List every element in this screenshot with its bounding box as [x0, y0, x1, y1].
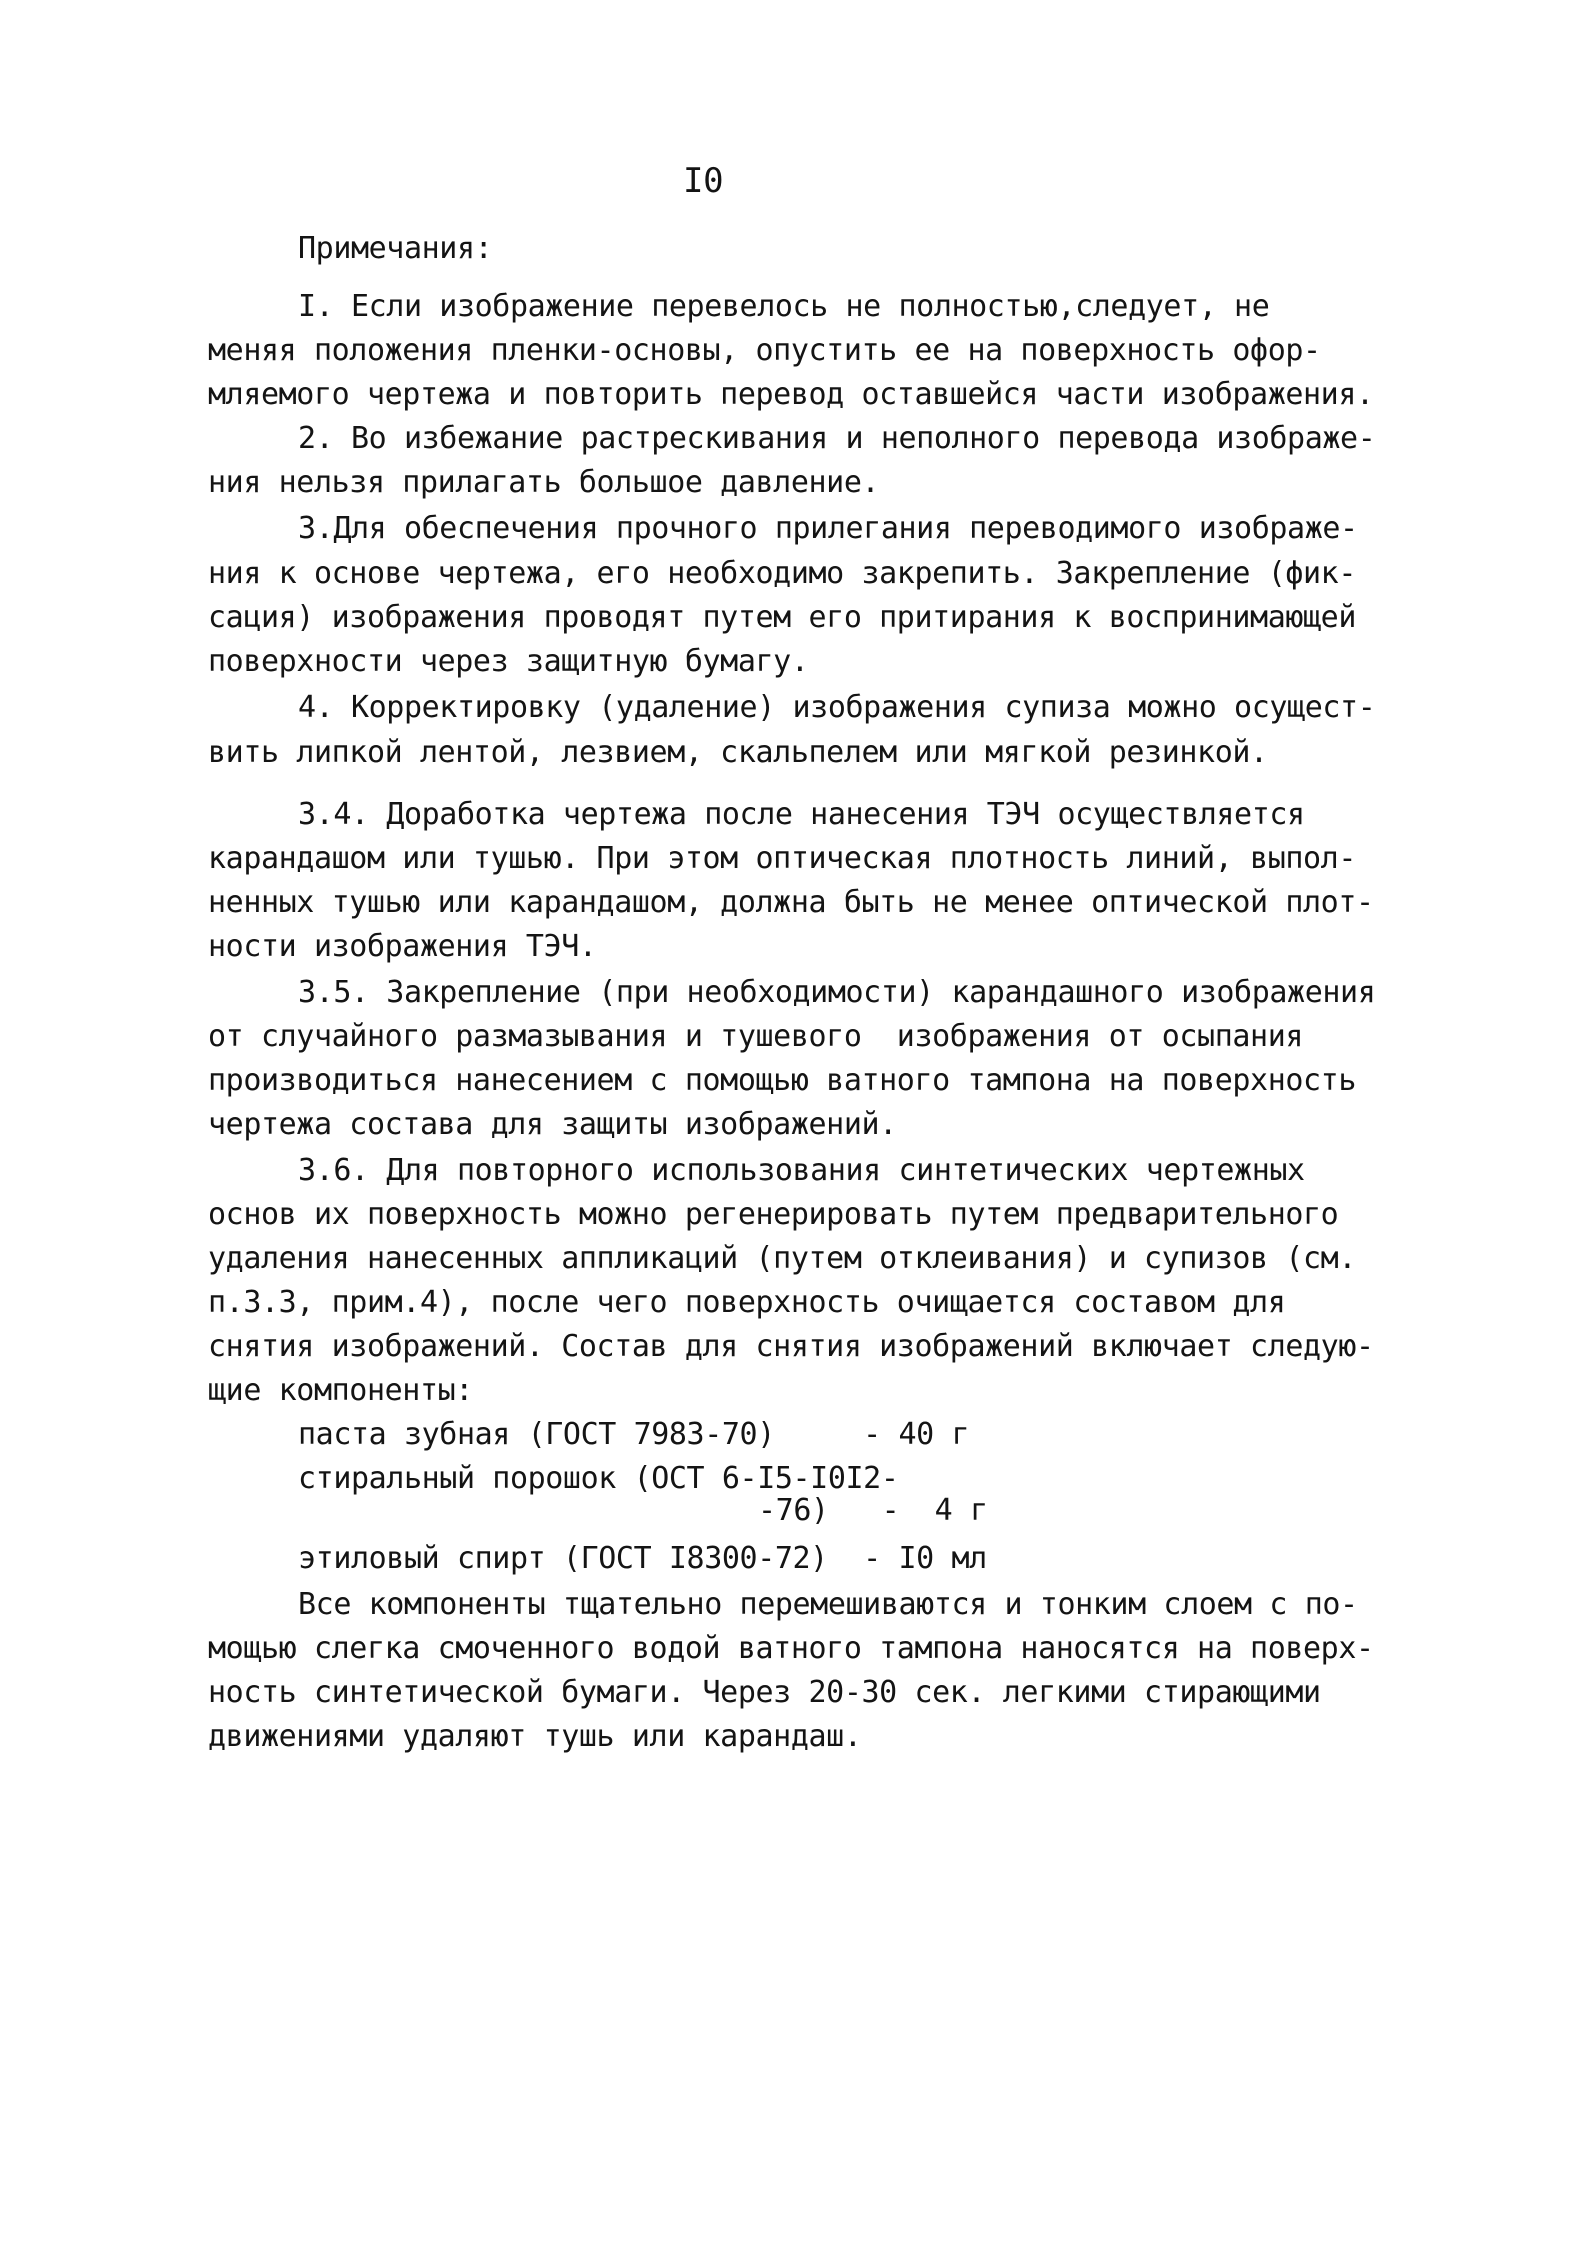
note-3-line-4: поверхности через защитную бумагу.: [208, 644, 809, 679]
final-paragraph-line-2: мощью слегка смоченного водой ватного тампона наносятся на поверх-: [208, 1631, 1374, 1666]
component-washing-powder: стиральный порошок (ОСТ 6-I5-I0I2-: [298, 1461, 899, 1496]
note-2-line-2: ния нельзя прилагать большое давление.: [208, 465, 880, 500]
final-paragraph-line-4: движениями удаляют тушь или карандаш.: [208, 1719, 862, 1754]
note-1-line-1: I. Если изображение перевелось не полностью,следует, не: [298, 289, 1270, 324]
note-1-line-2: меняя положения пленки-основы, опустить ее на поверхность офор-: [208, 333, 1321, 368]
section-3-6-line-3: удаления нанесенных аппликаций (путем отклеивания) и супизов (см.: [208, 1241, 1356, 1276]
note-3-line-2: ния к основе чертежа, его необходимо закрепить. Закрепление (фик-: [208, 556, 1356, 591]
notes-heading: Примечания:: [298, 231, 493, 266]
section-3-4-line-3: ненных тушью или карандашом, должна быть не менее оптической плот-: [208, 885, 1374, 920]
section-3-4-line-1: 3.4. Доработка чертежа после нанесения ТЭЧ осуществляется: [298, 797, 1305, 832]
component-ethyl-alcohol: этиловый спирт (ГОСТ I8300-72) - I0 мл: [298, 1541, 987, 1576]
component-washing-powder-cont: -76) - 4 г: [758, 1493, 988, 1528]
section-3-5-line-1: 3.5. Закрепление (при необходимости) карандашного изображения: [298, 975, 1376, 1010]
section-3-6-line-1: 3.6. Для повторного использования синтетических чертежных: [298, 1153, 1305, 1188]
note-4-line-1: 4. Корректировку (удаление) изображения супиза можно осущест-: [298, 690, 1376, 725]
section-3-5-line-4: чертежа состава для защиты изображений.: [208, 1107, 897, 1142]
note-1-line-3: мляемого чертежа и повторить перевод оставшейся части изображения.: [208, 377, 1374, 412]
final-paragraph-line-1: Все компоненты тщательно перемешиваются и тонким слоем с по-: [298, 1587, 1358, 1622]
note-3-line-3: сация) изображения проводят путем его притирания к воспринимающей: [208, 600, 1356, 635]
note-3-line-1: 3.Для обеспечения прочного прилегания переводимого изображе-: [298, 511, 1358, 546]
section-3-6-line-6: щие компоненты:: [208, 1373, 473, 1408]
note-2-line-1: 2. Во избежание растрескивания и неполного перевода изображе-: [298, 421, 1376, 456]
section-3-6-line-4: п.3.3, прим.4), после чего поверхность очищается составом для: [208, 1285, 1286, 1320]
section-3-4-line-4: ности изображения ТЭЧ.: [208, 929, 597, 964]
page-number: I0: [683, 161, 724, 201]
section-3-4-line-2: карандашом или тушью. При этом оптическая плотность линий, выпол-: [208, 841, 1356, 876]
component-toothpaste: паста зубная (ГОСТ 7983-70) - 40 г: [298, 1417, 970, 1452]
note-4-line-2: вить липкой лентой, лезвием, скальпелем или мягкой резинкой.: [208, 735, 1268, 770]
final-paragraph-line-3: ность синтетической бумаги. Через 20-30 сек. легкими стирающими: [208, 1675, 1321, 1710]
section-3-5-line-3: производиться нанесением с помощью ватного тампона на поверхность: [208, 1063, 1356, 1098]
section-3-6-line-5: снятия изображений. Состав для снятия изображений включает следую-: [208, 1329, 1374, 1364]
section-3-6-line-2: основ их поверхность можно регенерировать путем предварительного: [208, 1197, 1339, 1232]
section-3-5-line-2: от случайного размазывания и тушевого изображения от осыпания: [208, 1019, 1304, 1054]
